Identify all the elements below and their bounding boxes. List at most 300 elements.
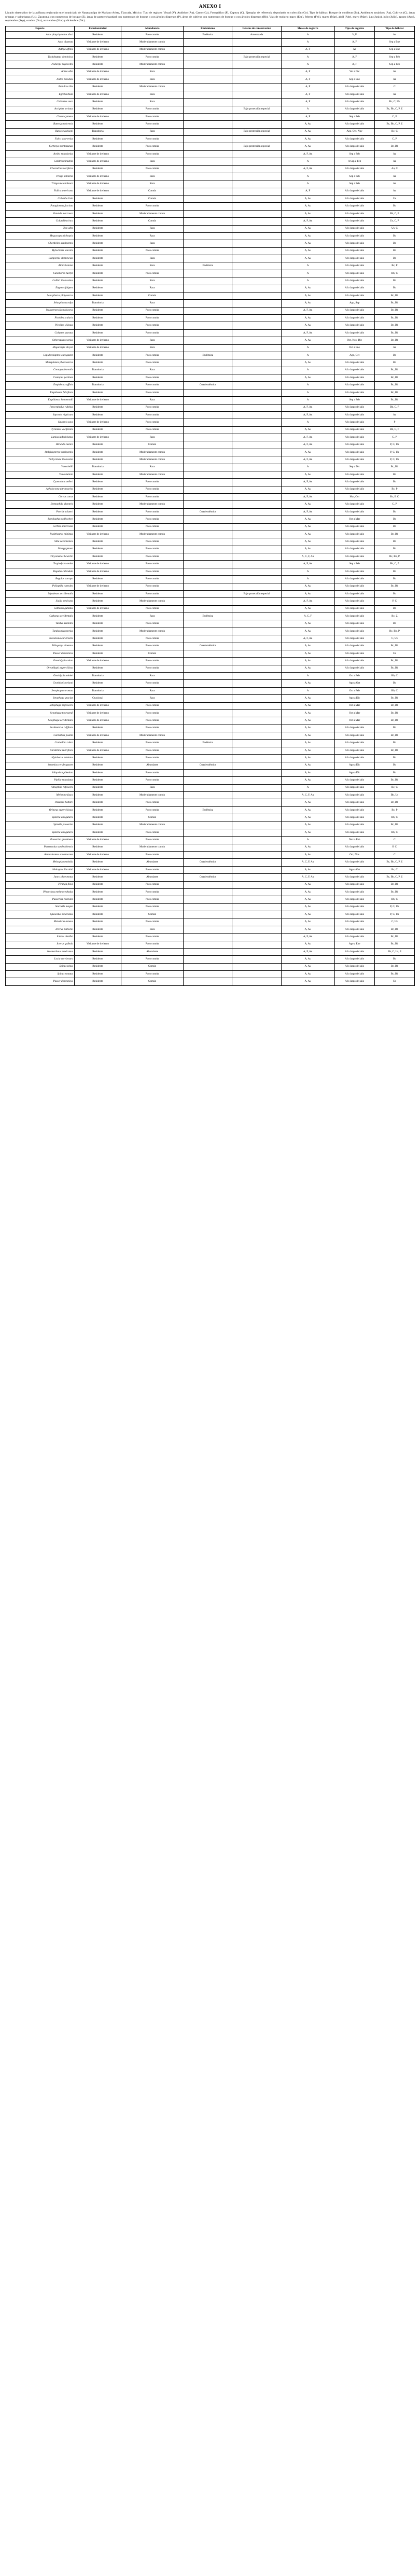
months-recorded: A, F	[281, 68, 334, 76]
months-recorded: A	[281, 568, 334, 575]
record-type: Ago, Sep	[334, 300, 374, 307]
conservation-status	[232, 695, 281, 702]
table-row	[6, 613, 415, 620]
table-row	[6, 792, 415, 799]
conservation-status	[232, 180, 281, 188]
seasonality: Residente	[74, 292, 121, 299]
record-type: A lo largo del año	[334, 188, 374, 195]
seasonality: Residente	[74, 844, 121, 851]
seasonality: Residente	[74, 61, 121, 68]
endemism	[184, 337, 232, 344]
months-recorded: A, F	[281, 83, 334, 91]
abundance: Poco común	[121, 583, 183, 590]
species-name: Picoides villosus	[6, 322, 75, 329]
table-row	[6, 844, 415, 851]
conservation-status	[232, 665, 281, 672]
seasonality: Ocasional	[74, 695, 121, 702]
endemism	[184, 150, 232, 158]
abundance: Poco común	[121, 322, 183, 329]
species-name: Empidonax affinis	[6, 382, 75, 389]
species-name: Empidonax fulvifrons	[6, 389, 75, 396]
conservation-status	[232, 367, 281, 374]
table-row	[6, 382, 415, 389]
species-name: Passerina gramineus	[6, 837, 75, 844]
abundance: Poco común	[121, 31, 183, 38]
species-name: Setophaga nigrescens	[6, 702, 75, 709]
endemism: Endémica	[184, 740, 232, 747]
habitat-type: Bc, Bb	[374, 315, 414, 322]
months-recorded: A, Au	[281, 709, 334, 717]
endemism	[184, 158, 232, 165]
habitat-type: P, C, Us	[374, 441, 414, 449]
endemism	[184, 307, 232, 314]
months-recorded: A, Au	[281, 769, 334, 776]
species-name: Lampornis clemenciae	[6, 255, 75, 262]
seasonality: Visitante de invierno	[74, 717, 121, 725]
endemism	[184, 91, 232, 98]
record-type: V, F	[334, 31, 374, 38]
conservation-status	[232, 650, 281, 657]
seasonality: Visitante de invierno	[74, 337, 121, 344]
seasonality: Transitoria	[74, 464, 121, 471]
table-row	[6, 307, 415, 314]
seasonality: Residente	[74, 31, 121, 38]
conservation-status	[232, 583, 281, 590]
habitat-type: Bc, Bb, P	[374, 628, 414, 635]
abundance: Abundante	[121, 874, 183, 881]
conservation-status	[232, 561, 281, 568]
record-type: A, F	[334, 53, 374, 61]
species-name: Calothorax lucifer	[6, 270, 75, 277]
record-type: A lo largo del año	[334, 106, 374, 113]
abundance: Moderadamente común	[121, 456, 183, 464]
abundance: Rara	[121, 277, 183, 285]
seasonality: Transitoria	[74, 367, 121, 374]
conservation-status	[232, 911, 281, 918]
species-name: Ptilogonys cinereus	[6, 643, 75, 650]
species-name: Zenaida macroura	[6, 210, 75, 217]
table-row	[6, 806, 415, 814]
habitat-type: Bc	[374, 725, 414, 732]
months-recorded: A, Au	[281, 538, 334, 546]
habitat-type: Sep a Ene	[374, 39, 414, 46]
species-name: Spizella atrogularis	[6, 829, 75, 836]
record-type: A lo largo del año	[334, 486, 374, 493]
habitat-type: Bb, C	[374, 270, 414, 277]
conservation-status	[232, 389, 281, 396]
table-row	[6, 725, 415, 732]
endemism	[184, 918, 232, 926]
table-row	[6, 635, 415, 643]
record-type: Oct a Mar	[334, 702, 374, 709]
abundance: Poco común	[121, 561, 183, 568]
conservation-status	[232, 68, 281, 76]
seasonality: Residente	[74, 628, 121, 635]
record-type: A lo largo del año	[334, 859, 374, 866]
abundance: Poco común	[121, 806, 183, 814]
species-name: Tringa melanoleuca	[6, 180, 75, 188]
months-recorded: A, F	[281, 99, 334, 106]
endemism: Cuasiendémica	[184, 643, 232, 650]
table-row	[6, 367, 415, 374]
table-row	[6, 315, 415, 322]
months-recorded: A, Au	[281, 225, 334, 232]
habitat-type: Bc	[374, 762, 414, 769]
table-row	[6, 479, 415, 486]
table-row	[6, 821, 415, 829]
habitat-type: Bc	[374, 203, 414, 210]
table-row	[6, 687, 415, 694]
endemism	[184, 247, 232, 255]
conservation-status	[232, 852, 281, 859]
months-recorded: A, Au	[281, 963, 334, 970]
table-row	[6, 158, 415, 165]
table-row	[6, 68, 415, 76]
endemism	[184, 240, 232, 247]
conservation-status	[232, 374, 281, 382]
months-recorded: A, F, Au	[281, 561, 334, 568]
record-type: A lo largo del año	[334, 225, 374, 232]
seasonality: Visitante de invierno	[74, 173, 121, 180]
abundance: Poco común	[121, 971, 183, 978]
abundance: Poco común	[121, 635, 183, 643]
species-name: Toxostoma curvirostre	[6, 635, 75, 643]
table-row	[6, 941, 415, 948]
abundance: Rara	[121, 128, 183, 135]
seasonality: Residente	[74, 225, 121, 232]
abundance: Poco común	[121, 553, 183, 561]
habitat-type: Bc, P	[374, 486, 414, 493]
species-name: Lepidocolaptes leucogaster	[6, 352, 75, 359]
abundance: Moderadamente común	[121, 210, 183, 217]
habitat-type: Bc, C	[374, 784, 414, 791]
table-row	[6, 449, 415, 456]
record-type: Ago a Oct	[334, 680, 374, 687]
seasonality: Residente	[74, 486, 121, 493]
table-row	[6, 926, 415, 933]
months-recorded: A, F, Au	[281, 218, 334, 225]
abundance: Poco común	[121, 576, 183, 583]
species-name: Icterus bullockii	[6, 926, 75, 933]
species-name: Sitta carolinensis	[6, 538, 75, 546]
table-row	[6, 285, 415, 292]
record-type: A lo largo del año	[334, 911, 374, 918]
conservation-status	[232, 39, 281, 46]
seasonality: Residente	[74, 270, 121, 277]
seasonality: Residente	[74, 806, 121, 814]
habitat-type: C, P	[374, 434, 414, 441]
abundance: Rara	[121, 76, 183, 83]
record-type: Mar, Oct	[334, 494, 374, 501]
seasonality: Visitante de invierno	[74, 344, 121, 352]
months-recorded: A, Au	[281, 136, 334, 143]
habitat-type: Aa	[374, 180, 414, 188]
endemism	[184, 426, 232, 434]
species-name: Myioborus miniatus	[6, 755, 75, 762]
habitat-type: Bc	[374, 479, 414, 486]
species-name: Spinus pinus	[6, 963, 75, 970]
seasonality: Residente	[74, 277, 121, 285]
table-row	[6, 426, 415, 434]
abundance: Moderadamente común	[121, 821, 183, 829]
habitat-type: Bc, P, C	[374, 494, 414, 501]
conservation-status: Amenazada	[232, 31, 281, 38]
abundance: Rara	[121, 158, 183, 165]
conservation-status: Bajo protección especial	[232, 53, 281, 61]
endemism	[184, 232, 232, 240]
table-row	[6, 516, 415, 523]
endemism	[184, 695, 232, 702]
conservation-status	[232, 755, 281, 762]
seasonality: Visitante de invierno	[74, 852, 121, 859]
table-row	[6, 702, 415, 709]
abundance: Moderadamente común	[121, 83, 183, 91]
seasonality: Residente	[74, 635, 121, 643]
record-type: Oct a Feb	[334, 687, 374, 694]
habitat-type: Bc	[374, 546, 414, 553]
habitat-type: Bc	[374, 680, 414, 687]
record-type: A lo largo del año	[334, 449, 374, 456]
seasonality: Visitante de invierno	[74, 837, 121, 844]
table-row	[6, 128, 415, 135]
table-row	[6, 411, 415, 419]
conservation-status: Bajo protección especial	[232, 128, 281, 135]
conservation-status	[232, 270, 281, 277]
months-recorded: A, Au	[281, 128, 334, 135]
months-recorded: A, Au	[281, 762, 334, 769]
months-recorded: A, Au	[281, 337, 334, 344]
abundance: Poco común	[121, 113, 183, 120]
months-recorded: A, F, Au	[281, 441, 334, 449]
conservation-status	[232, 441, 281, 449]
endemism	[184, 441, 232, 449]
seasonality: Residente	[74, 613, 121, 620]
abundance: Poco común	[121, 829, 183, 836]
species-name: Sitta pygmaea	[6, 546, 75, 553]
conservation-status	[232, 382, 281, 389]
endemism	[184, 777, 232, 784]
table-row	[6, 300, 415, 307]
column-header-tipo-registro: Tipo de registro	[334, 26, 374, 31]
seasonality: Residente	[74, 352, 121, 359]
months-recorded: A, Au	[281, 903, 334, 911]
habitat-type: Bc, Bb	[374, 389, 414, 396]
abundance: Común	[121, 978, 183, 985]
seasonality: Visitante de invierno	[74, 434, 121, 441]
months-recorded: A, Au	[281, 486, 334, 493]
seasonality: Visitante de invierno	[74, 113, 121, 120]
species-name: Icterus galbula	[6, 941, 75, 948]
habitat-type: Bc, Bb	[374, 374, 414, 382]
habitat-type: Bc, Bb	[374, 702, 414, 709]
habitat-type: Aa	[374, 344, 414, 352]
endemism	[184, 538, 232, 546]
table-row	[6, 419, 415, 426]
record-type: Ago, Oct	[334, 352, 374, 359]
conservation-status: Bajo protección especial	[232, 590, 281, 597]
abundance: Moderadamente común	[121, 449, 183, 456]
months-recorded: A, F	[281, 188, 334, 195]
habitat-type: Bc, Bb	[374, 143, 414, 150]
seasonality: Visitante de invierno	[74, 583, 121, 590]
months-recorded: A, Au	[281, 546, 334, 553]
abundance: Poco común	[121, 106, 183, 113]
abundance: Moderadamente común	[121, 792, 183, 799]
record-type: A lo largo del año	[334, 523, 374, 531]
conservation-status	[232, 99, 281, 106]
record-type: A lo largo del año	[334, 218, 374, 225]
habitat-type: Bc, Bb	[374, 464, 414, 471]
habitat-type: Bc, C, Us	[374, 99, 414, 106]
conservation-status	[232, 777, 281, 784]
habitat-type: Bc, Bb	[374, 881, 414, 888]
abundance: Común	[121, 196, 183, 203]
record-type: A lo largo del año	[334, 240, 374, 247]
conservation-status: Bajo protección especial	[232, 106, 281, 113]
seasonality: Residente	[74, 665, 121, 672]
abundance: Común	[121, 814, 183, 821]
endemism	[184, 106, 232, 113]
endemism: Cuasiendémica	[184, 508, 232, 516]
record-type: A lo largo del año	[334, 620, 374, 628]
table-row	[6, 344, 415, 352]
species-name: Chordeiles acutipennis	[6, 240, 75, 247]
conservation-status	[232, 806, 281, 814]
months-recorded: A, Au	[281, 740, 334, 747]
table-row	[6, 203, 415, 210]
table-row	[6, 918, 415, 926]
seasonality: Residente	[74, 934, 121, 941]
months-recorded: A	[281, 158, 334, 165]
seasonality: Visitante de invierno	[74, 150, 121, 158]
months-recorded: A, Au	[281, 210, 334, 217]
months-recorded: A, Au	[281, 643, 334, 650]
seasonality: Residente	[74, 329, 121, 337]
endemism	[184, 53, 232, 61]
seasonality: Visitante de invierno	[74, 658, 121, 665]
endemism	[184, 903, 232, 911]
abundance: Rara	[121, 673, 183, 680]
record-type: A lo largo del año	[334, 292, 374, 299]
table-row	[6, 188, 415, 195]
conservation-status	[232, 740, 281, 747]
habitat-type: P, C	[374, 598, 414, 605]
conservation-status	[232, 613, 281, 620]
column-header-meses-registro: Meses de registro	[281, 26, 334, 31]
endemism: Cuasiendémica	[184, 874, 232, 881]
record-type: Sep a Dic	[334, 464, 374, 471]
table-row	[6, 508, 415, 516]
species-table	[5, 26, 415, 986]
conservation-status	[232, 76, 281, 83]
record-type: A lo largo del año	[334, 83, 374, 91]
abundance: Moderadamente común	[121, 628, 183, 635]
species-name: Tachycineta thalassina	[6, 456, 75, 464]
table-row	[6, 874, 415, 881]
endemism	[184, 270, 232, 277]
habitat-type: Bc, Bb	[374, 717, 414, 725]
seasonality: Visitante de invierno	[74, 709, 121, 717]
table-row	[6, 605, 415, 612]
habitat-type: Bc	[374, 247, 414, 255]
endemism	[184, 329, 232, 337]
months-recorded: A, Au	[281, 315, 334, 322]
table-row	[6, 695, 415, 702]
table-row	[6, 553, 415, 561]
table-row	[6, 76, 415, 83]
record-type: A lo largo del año	[334, 91, 374, 98]
endemism	[184, 397, 232, 404]
habitat-type: Bc, Z	[374, 613, 414, 620]
habitat-type: Bc, Bb	[374, 658, 414, 665]
species-name: Junco phaeonotus	[6, 874, 75, 881]
abundance: Moderadamente común	[121, 844, 183, 851]
conservation-status	[232, 165, 281, 173]
conservation-status	[232, 46, 281, 53]
seasonality: Residente	[74, 471, 121, 478]
conservation-status	[232, 628, 281, 635]
abundance: Moderadamente común	[121, 598, 183, 605]
conservation-status	[232, 926, 281, 933]
endemism	[184, 844, 232, 851]
seasonality: Visitante de invierno	[74, 397, 121, 404]
species-name: Ardea herodias	[6, 76, 75, 83]
record-type: A lo largo del año	[334, 359, 374, 367]
seasonality: Visitante de invierno	[74, 605, 121, 612]
table-row	[6, 814, 415, 821]
species-name: Sayornis nigricans	[6, 411, 75, 419]
abundance: Poco común	[121, 307, 183, 314]
seasonality: Residente	[74, 255, 121, 262]
months-recorded: A, Au	[281, 628, 334, 635]
endemism	[184, 755, 232, 762]
months-recorded: A, Au	[281, 583, 334, 590]
conservation-status	[232, 292, 281, 299]
table-row	[6, 740, 415, 747]
abundance: Poco común	[121, 419, 183, 426]
table-row	[6, 598, 415, 605]
months-recorded: A, Au	[281, 725, 334, 732]
endemism	[184, 501, 232, 508]
species-name: Oreothlypis superciliosa	[6, 665, 75, 672]
endemism	[184, 709, 232, 717]
endemism	[184, 99, 232, 106]
endemism: Endémica	[184, 262, 232, 270]
table-row	[6, 329, 415, 337]
record-type: Sep a Feb	[334, 150, 374, 158]
species-name: Geothlypis tolmiei	[6, 673, 75, 680]
table-row	[6, 232, 415, 240]
months-recorded: A, Au	[281, 121, 334, 128]
record-type: A lo largo del año	[334, 590, 374, 597]
conservation-status	[232, 531, 281, 538]
habitat-type: Bc, Bb	[374, 963, 414, 970]
conservation-status	[232, 829, 281, 836]
table-row	[6, 374, 415, 382]
endemism	[184, 128, 232, 135]
habitat-type: P, C, Us	[374, 456, 414, 464]
abundance: Poco común	[121, 643, 183, 650]
endemism	[184, 635, 232, 643]
seasonality: Residente	[74, 903, 121, 911]
table-header-row	[6, 26, 415, 31]
endemism	[184, 978, 232, 985]
abundance: Moderadamente común	[121, 501, 183, 508]
record-type: A lo largo del año	[334, 411, 374, 419]
species-name: Troglodytes aedon	[6, 561, 75, 568]
endemism	[184, 367, 232, 374]
endemism	[184, 300, 232, 307]
